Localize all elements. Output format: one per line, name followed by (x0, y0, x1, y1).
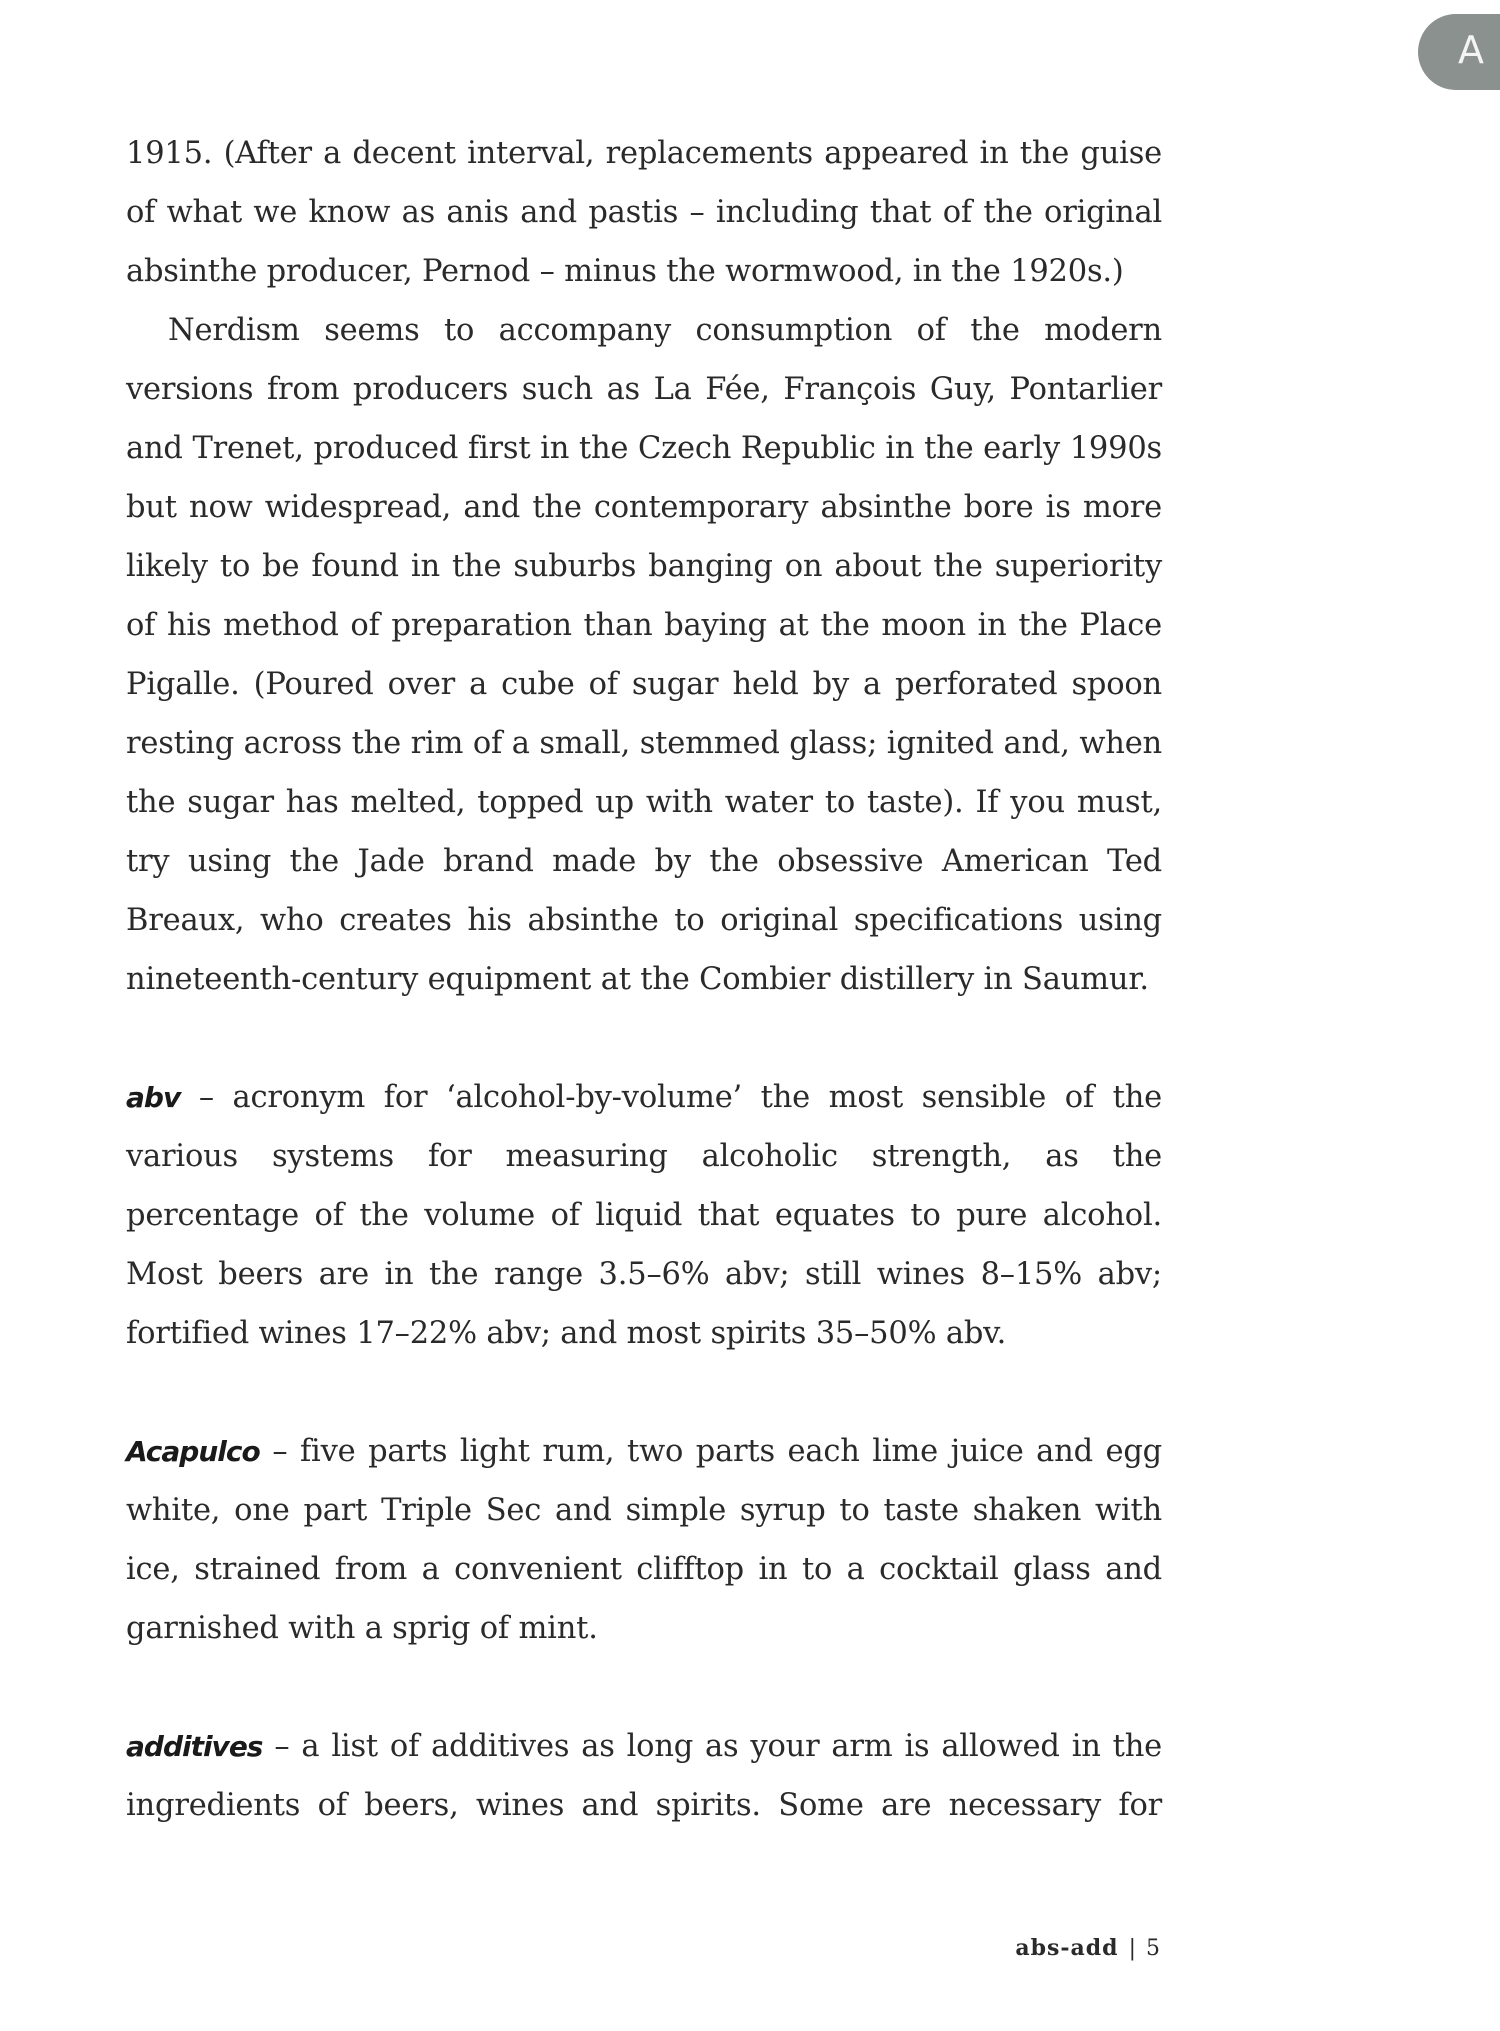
body-paragraph: Nerdism seems to accompany consumption of the modern versions from producers such as La Fée, François Guy, Pontarlier and Trenet, produced first in the Czech Republic in the early 1990s but now widespread, and the contemporary absinthe bore is more likely to be found in the suburbs banging on about the superiority of his method of preparation than baying at the moon in the Place Pigalle. (Poured over a cube of sugar held by a perforated spoon resting across the rim of a small, stemmed glass; ignited and, when the sugar has melted, topped up with water to taste). If you must, try using the Jade brand made by the obsessive American Ted Breaux, who creates his absinthe to original specifications using nineteenth-century equipment at the Combier distillery in Saumur. (126, 313, 1162, 997)
headword: additives (126, 1730, 263, 1763)
thumb-index-tab (1418, 14, 1500, 90)
dictionary-entry-acapulco (126, 1422, 1162, 1658)
definition: – five parts light rum, two parts each lime juice and egg white, one part Triple Sec and simple syrup to taste shaken with ice, strained from a convenient clifftop in to a cocktail glass and garnished with a sprig of mint. (126, 1434, 1162, 1646)
definition: – a list of additives as long as your arm is allowed in the ingredients of beers, wines and spirits. Some are necessary for (126, 1729, 1162, 1823)
headword: Acapulco (126, 1435, 260, 1468)
running-head: abs-add (1015, 1935, 1119, 1961)
headword: abv (126, 1081, 181, 1114)
definition: – acronym for ‘alcohol-by-volume’ the most sensible of the various systems for measuring alcoholic strength, as the percentage of the volume of liquid that equates to pure alcohol. Most beers are in the range 3.5–6% abv; still wines 8–15% abv; fortified wines 17–22% abv; and most spirits 35–50% abv. (126, 1080, 1162, 1351)
page-number: 5 (1146, 1936, 1160, 1961)
dictionary-entry-additives (126, 1717, 1162, 1835)
continued-paragraph: 1915. (After a decent interval, replacements appeared in the guise of what we know as anis and pastis – including that of the original absinthe producer, Pernod – minus the wormwood, in the 1920s.) (126, 136, 1162, 289)
dictionary-entry-abv (126, 1068, 1162, 1363)
page-footer (1000, 1935, 1160, 1961)
footer-separator: | (1128, 1936, 1136, 1961)
text-column (126, 124, 1162, 1835)
thumb-index-letter: A (1458, 28, 1484, 72)
